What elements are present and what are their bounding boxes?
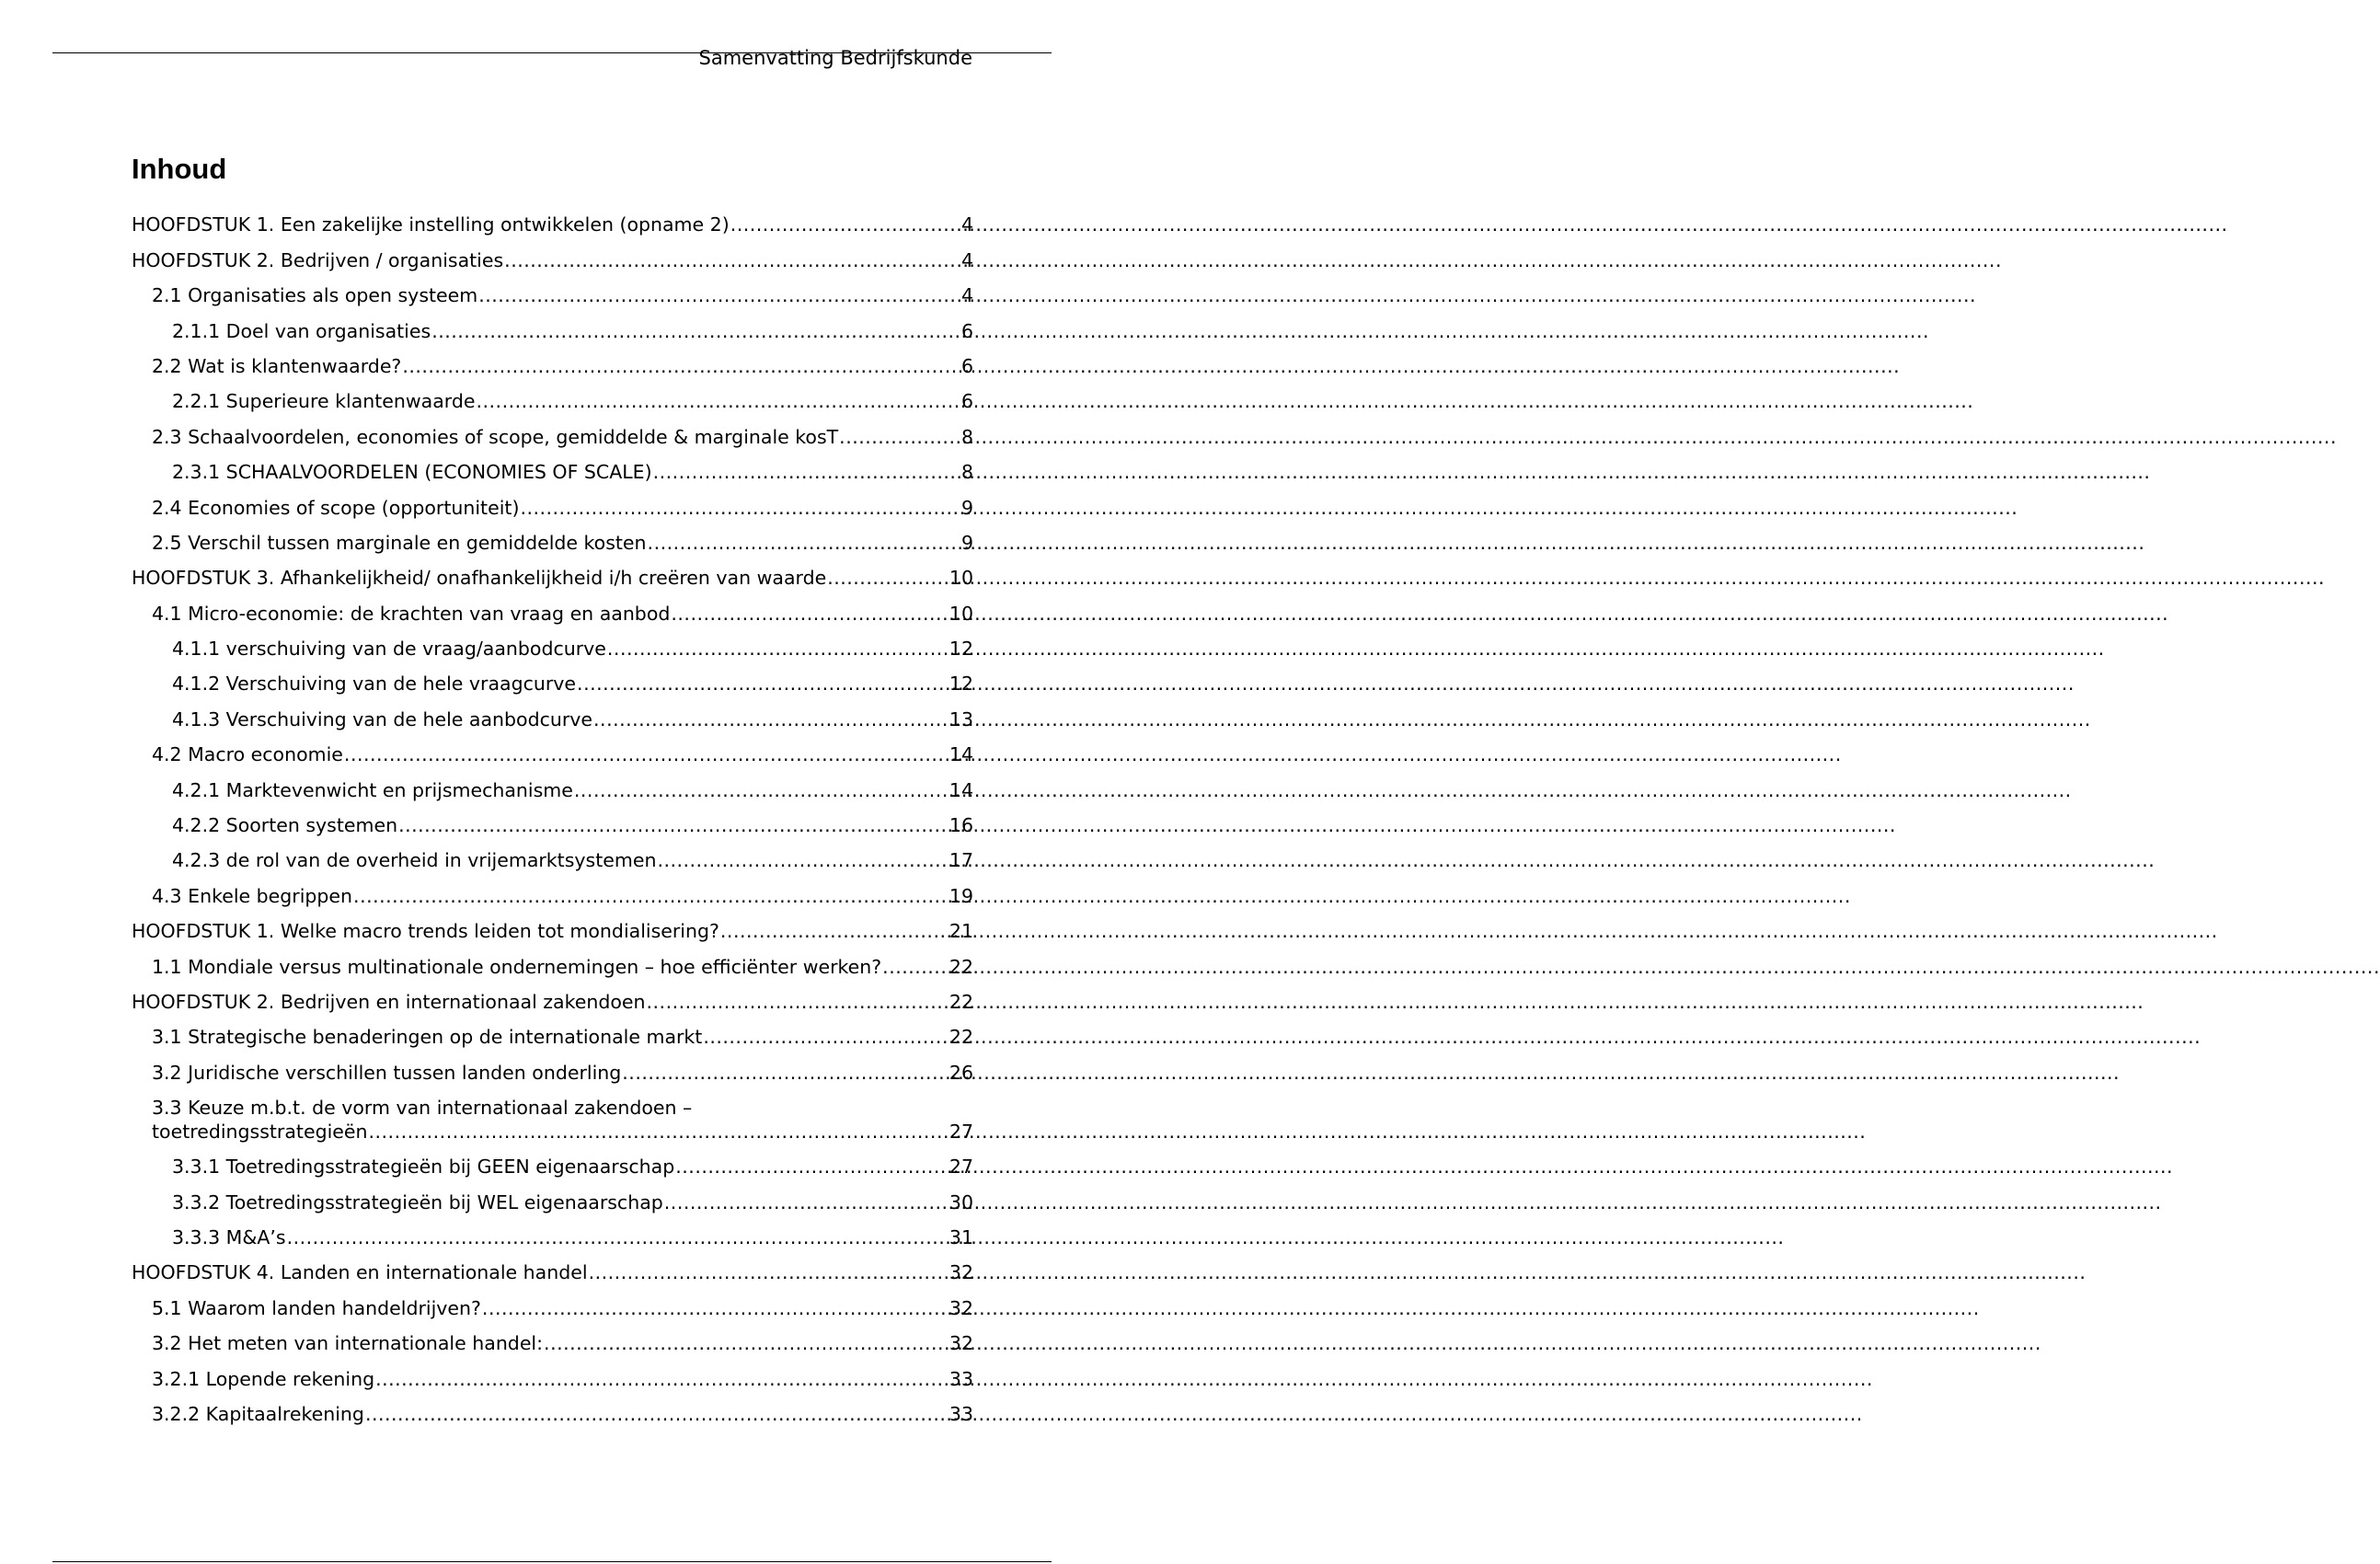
toc-entry[interactable]	[132, 1249, 973, 1284]
toc-page-number: 31	[949, 1225, 973, 1248]
toc-entry[interactable]	[132, 1355, 973, 1390]
toc-dot-leader	[344, 742, 949, 766]
toc-dot-leader	[482, 1296, 949, 1320]
toc-page-number: 10	[949, 567, 973, 590]
toc-dot-leader	[671, 602, 949, 626]
toc-dot-leader	[730, 213, 960, 236]
toc-entry[interactable]	[132, 661, 973, 696]
toc-entry-title: 4.2.3 de rol van de overheid in vrijemarktsystemen	[172, 849, 657, 872]
toc-page-number: 32	[949, 1332, 973, 1355]
toc-entry[interactable]	[132, 837, 973, 872]
toc-heading: Inhoud	[132, 153, 227, 185]
toc-dot-leader	[648, 531, 960, 555]
toc-entry[interactable]	[132, 1320, 973, 1355]
toc-page-number: 21	[949, 920, 973, 943]
toc-dot-leader	[353, 884, 949, 908]
toc-page-number: 9	[960, 531, 973, 554]
toc-entry[interactable]	[132, 1179, 973, 1213]
toc-page-number: 6	[960, 354, 973, 377]
toc-entry[interactable]	[132, 1214, 973, 1249]
toc-entry-title: 4.1.3 Verschuiving van de hele aanbodcurve	[172, 707, 593, 730]
toc-entry[interactable]	[132, 1085, 973, 1144]
toc-page-number: 22	[949, 990, 973, 1013]
toc-entry-title: 3.2 Het meten van internationale handel:	[152, 1332, 544, 1355]
toc-page-number: 33	[949, 1402, 973, 1425]
toc-page-number: 32	[949, 1261, 973, 1284]
toc-entry-title: 4.2.2 Soorten systemen	[172, 814, 398, 837]
toc-page-number: 14	[949, 743, 973, 766]
toc-entry[interactable]	[132, 766, 973, 801]
toc-dot-leader	[375, 1367, 949, 1391]
table-of-contents	[132, 201, 973, 1426]
toc-entry[interactable]	[132, 626, 973, 661]
toc-page-number: 4	[960, 284, 973, 307]
toc-entry-title: 4.1 Micro-economie: de krachten van vraag en aanbod	[152, 602, 671, 625]
toc-entry[interactable]	[132, 872, 973, 907]
toc-entry[interactable]	[132, 802, 973, 837]
toc-dot-leader	[504, 248, 960, 272]
toc-page-number: 17	[949, 849, 973, 872]
footer-rule	[52, 1561, 1052, 1562]
toc-dot-leader	[657, 848, 948, 872]
toc-entry-title: 3.2.2 Kapitaalrekening	[152, 1402, 364, 1425]
toc-page-number: 9	[960, 496, 973, 519]
toc-entry[interactable]	[132, 1391, 973, 1426]
toc-page-number: 26	[949, 1061, 973, 1084]
toc-entry[interactable]	[132, 378, 973, 413]
toc-page-number: 30	[949, 1190, 973, 1213]
toc-dot-leader	[577, 672, 949, 696]
toc-entry[interactable]	[132, 272, 973, 307]
toc-dot-leader	[589, 1260, 949, 1284]
toc-dot-leader	[664, 1190, 949, 1214]
toc-page-number: 14	[949, 778, 973, 801]
toc-entry-title: HOOFDSTUK 1. Welke macro trends leiden tot mondialisering?	[132, 920, 719, 943]
toc-entry-title: 3.3.2 Toetredingsstrategieën bij WEL eigenaarschap	[172, 1190, 663, 1213]
toc-dot-leader	[839, 425, 960, 449]
toc-dot-leader	[431, 319, 960, 343]
toc-page-number: 12	[949, 638, 973, 661]
toc-entry-title: 2.4 Economies of scope (opportuniteit)	[152, 496, 520, 519]
toc-page-number: 27	[949, 1156, 973, 1179]
toc-entry[interactable]	[132, 555, 973, 590]
toc-page-number: 8	[960, 425, 973, 448]
toc-entry-title: 3.3 Keuze m.b.t. de vorm van internationaal zakendoen –	[152, 1096, 693, 1119]
toc-entry-title: 4.1.1 verschuiving van de vraag/aanbodcurve	[172, 638, 606, 661]
toc-entry-title: 1.1 Mondiale versus multinationale ondernemingen – hoe efficiënter werken?	[152, 955, 882, 978]
toc-entry-title: 3.3.1 Toetredingsstrategieën bij GEEN eigenaarschap	[172, 1156, 675, 1179]
toc-entry-title: 2.5 Verschil tussen marginale en gemiddelde kosten	[152, 531, 647, 554]
toc-entry[interactable]	[132, 449, 973, 484]
toc-page-number: 22	[949, 1026, 973, 1049]
toc-entry-title: 2.2.1 Superieure klantenwaarde	[172, 390, 476, 413]
toc-entry-title: 4.3 Enkele begrippen	[152, 884, 353, 907]
toc-entry[interactable]	[132, 1144, 973, 1179]
toc-page-number: 4	[960, 248, 973, 271]
toc-entry[interactable]	[132, 943, 973, 978]
toc-entry[interactable]	[132, 696, 973, 730]
toc-page-number: 12	[949, 673, 973, 696]
toc-dot-leader	[622, 1061, 949, 1085]
toc-entry[interactable]	[132, 1049, 973, 1084]
toc-dot-leader	[720, 919, 949, 943]
toc-page-number: 6	[960, 390, 973, 413]
toc-entry[interactable]	[132, 731, 973, 766]
toc-entry-title: 4.1.2 Verschuiving van de hele vraagcurve	[172, 673, 577, 696]
toc-entry-title-continued: toetredingsstrategieën	[152, 1120, 368, 1143]
toc-entry-title: 3.2 Juridische verschillen tussen landen onderling	[152, 1061, 622, 1084]
toc-entry[interactable]	[132, 413, 973, 448]
toc-entry[interactable]	[132, 979, 973, 1014]
toc-page-number: 10	[949, 602, 973, 625]
toc-entry-title: 3.1 Strategische benaderingen op de internationale markt	[152, 1026, 703, 1049]
toc-entry-title: 4.2 Macro economie	[152, 743, 343, 766]
toc-page-number: 6	[960, 319, 973, 342]
toc-dot-leader	[703, 1025, 949, 1049]
toc-entry[interactable]	[132, 520, 973, 555]
toc-page-number: 13	[949, 707, 973, 730]
toc-page-number: 8	[960, 461, 973, 484]
toc-page-number: 33	[949, 1367, 973, 1390]
toc-entry[interactable]	[132, 908, 973, 943]
toc-dot-leader	[398, 813, 949, 837]
toc-entry-title: 2.3.1 SCHAALVOORDELEN (ECONOMIES OF SCALE)	[172, 461, 652, 484]
toc-dot-leader	[607, 637, 949, 661]
toc-entry-title: 2.1 Organisaties als open systeem	[152, 284, 478, 307]
toc-entry[interactable]	[132, 590, 973, 625]
toc-dot-leader	[478, 283, 960, 307]
toc-entry-title: HOOFDSTUK 4. Landen en internationale handel	[132, 1261, 588, 1284]
toc-dot-leader	[369, 1120, 949, 1144]
running-header-title: Samenvatting Bedrijfskunde	[698, 47, 972, 69]
toc-entry-title: 5.1 Waarom landen handeldrijven?	[152, 1296, 481, 1319]
toc-page-number: 19	[949, 884, 973, 907]
toc-dot-leader	[827, 566, 949, 590]
toc-dot-leader	[477, 389, 960, 413]
toc-entry-title: HOOFDSTUK 1. Een zakelijke instelling ontwikkelen (opname 2)	[132, 213, 730, 236]
toc-page-number: 22	[949, 955, 973, 978]
toc-entry[interactable]	[132, 343, 973, 378]
toc-page-number: 27	[949, 1120, 973, 1143]
toc-entry[interactable]	[132, 1284, 973, 1319]
toc-dot-leader	[593, 707, 949, 731]
toc-dot-leader	[647, 990, 949, 1014]
toc-entry-title: 3.2.1 Lopende rekening	[152, 1367, 375, 1390]
toc-entry[interactable]	[132, 236, 973, 271]
toc-dot-leader	[365, 1402, 949, 1426]
toc-entry-title: 4.2.1 Marktevenwicht en prijsmechanisme	[172, 778, 573, 801]
toc-dot-leader	[882, 955, 949, 979]
toc-entry-title: 2.3 Schaalvoordelen, economies of scope, gemiddelde & marginale kosT	[152, 425, 839, 448]
toc-dot-leader	[544, 1331, 949, 1355]
toc-entry-title: HOOFDSTUK 2. Bedrijven en internationaal zakendoen	[132, 990, 646, 1013]
toc-entry-title: HOOFDSTUK 3. Afhankelijkheid/ onafhankelijkheid i/h creëren van waarde	[132, 567, 827, 590]
toc-page-number: 32	[949, 1296, 973, 1319]
toc-entry[interactable]	[132, 484, 973, 519]
toc-dot-leader	[574, 778, 949, 802]
toc-dot-leader	[402, 354, 960, 378]
toc-entry[interactable]	[132, 1014, 973, 1049]
toc-entry[interactable]	[132, 307, 973, 342]
toc-dot-leader	[287, 1225, 949, 1249]
toc-page-number: 16	[949, 814, 973, 837]
toc-dot-leader	[653, 460, 960, 484]
toc-entry-title: 2.1.1 Doel van organisaties	[172, 319, 431, 342]
toc-entry[interactable]	[132, 201, 973, 236]
toc-entry-title: 2.2 Wat is klantenwaarde?	[152, 354, 402, 377]
toc-page-number: 4	[960, 213, 973, 236]
toc-dot-leader	[675, 1155, 949, 1179]
toc-entry-title: 3.3.3 M&A’s	[172, 1225, 286, 1248]
toc-entry-title: HOOFDSTUK 2. Bedrijven / organisaties	[132, 248, 504, 271]
toc-dot-leader	[520, 496, 960, 520]
